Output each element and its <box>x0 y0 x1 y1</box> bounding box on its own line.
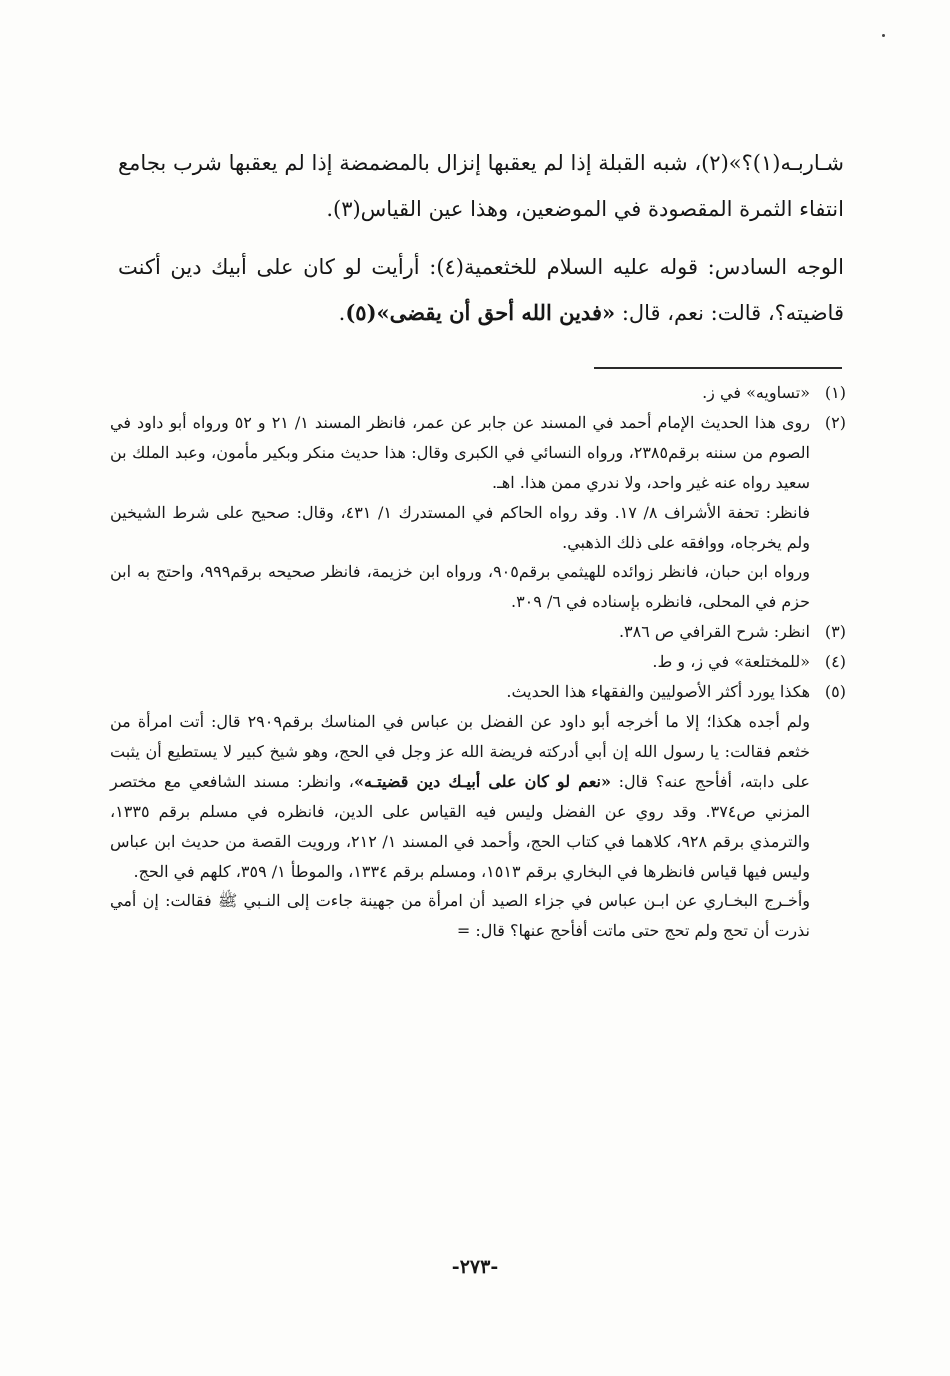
footnote <box>110 408 846 498</box>
footnote-continuation: وأخـرج البخـاري عن ابـن عباس في جزاء الصيد أن امرأة من جهينة جاءت إلى النـبي ﷺ فقالت: إن أمي نذرت أن تحج ولم تحج حتى ماتت أفأحج عنها؟ قال: = <box>110 891 811 941</box>
footnotes <box>110 378 846 946</box>
footnote-text: هكذا يورد أكثر الأصوليين والفقهاء هذا الحديث. <box>506 682 810 702</box>
footnote-number: (٣) <box>824 622 846 642</box>
footnote-text: ولم أجده هكذا؛ إلا ما أخرجه أبو داود عن الفضل بن عباس في المناسك برقم٢٩٠٩ قال: أتت امرأة من خثعم فقالت: يا رسول الله إن أبي أدركته فريضة الله عز وجل في الحج، وهو شيخ كبير لا يستطيع أن يثبت على دابته، أفأحج عنه؟ قال: <box>110 711 811 791</box>
main-text <box>118 140 844 336</box>
main-paragraph: شـاربـه(١)؟»(٢)، شبه القبلة إذا لم يعقبها إنزال بالمضمضة إذا لم يعقبها شرب بجامع انتفاء الثمرة المقصودة في الموضعين، وهذا عين القياس(٣). <box>118 151 844 221</box>
footnote-number: (١) <box>824 383 846 402</box>
hadith-quote: «نعم لو كان على أبيـك دين قضيتـه» <box>353 771 611 791</box>
footnote-number: (٥) <box>824 682 846 702</box>
scan-speck <box>882 34 885 37</box>
footnote <box>110 647 846 677</box>
footnote-text: ، وانظر: مسند الشافعي مع مختصر المزني ص٣٧٤. وقد روي عن الفضل وليس فيه القياس على الدين، فانظره في مسلم برقم ١٣٣٥، والترمذي برقم ٩٢٨، كلاهما في كتاب الحج، وأحمد في المسند ١/ ٢١٢، ورويت القصة من حديث ابن عباس وليس فيها قياس فانظرها في البخاري برقم ١٥١٣، ومسلم برقم ١٣٣٤، والموطأ ١/ ٣٥٩، كلهم في الحج. <box>110 771 811 881</box>
footnote-continuation: ورواه ابن حبان، فانظر زوائده للهيثمي برقم٩٠٥، ورواه ابن خزيمة، فانظر صحيحه برقم٩٩٩، واحتج به ابن حزم في المحلى، فانظره بإسناده في ٦/ ٣٠٩. <box>110 562 811 612</box>
footnote-separator <box>594 367 842 369</box>
footnote-text: «للمختلعة» في ز، و ط. <box>652 652 810 672</box>
footnote <box>110 617 846 647</box>
footnote <box>110 677 846 707</box>
footnote-text: «تساويه» في ز. <box>702 383 810 402</box>
page-number: -٢٧٣- <box>451 1256 499 1278</box>
footnote-continuation: فانظر: تحفة الأشراف ٨/ ١٧. وقد رواه الحاكم في المستدرك ١/ ٤٣١، وقال: صحيح على شرط الشيخين ولم يخرجاه، ووافقه على ذلك الذهبي. <box>110 502 810 552</box>
footnote-number: (٢) <box>824 412 846 432</box>
footnote-text: روى هذا الحديث الإمام أحمد في المسند عن جابر عن عمر، فانظر المسند ١/ ٢١ و ٥٢ ورواه أبو داود في الصوم من سننه برقم٢٣٨٥، ورواه النسائي في الكبرى وقال: هذا حديث منكر وبكير مأمون، وعبد الملك بن سعيد رواه عنه غير واحد، ولا ندري ممن هذا. اهـ. <box>110 412 811 492</box>
hadith-quote: «فدين الله أحق أن يقضى»(٥) <box>345 300 616 325</box>
footnote-number: (٤) <box>824 652 846 672</box>
paragraph-text: الوجه السادس: قوله عليه السلام للخثعمية(٤): أرأيت لو كان على أبيك دين أكنت قاضيته؟، قالت: نعم، قال: <box>118 255 844 325</box>
main-paragraph <box>118 244 844 336</box>
paragraph-text: . <box>338 301 346 325</box>
footnote-text: انظر: شرح القرافي ص ٣٨٦. <box>618 622 810 642</box>
footnote <box>110 378 846 408</box>
footnote-continuation <box>110 707 846 886</box>
